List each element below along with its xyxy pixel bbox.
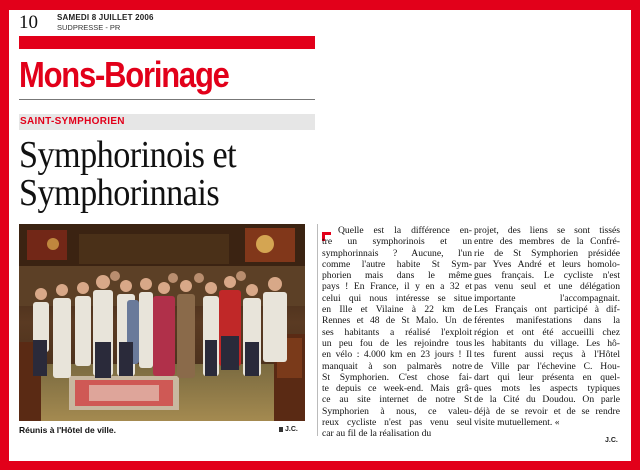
- article-text-line: projet, des liens se sont tissés: [474, 225, 620, 236]
- photo-credit-text: J.C.: [285, 426, 298, 433]
- article-text-line: St Symphorien. C'est chose fai-: [322, 371, 472, 383]
- group-photo-illustration: [19, 224, 305, 421]
- article-text-line: tre un symphorinois et un: [322, 236, 472, 248]
- publication-source: SUDPRESSE - PR: [57, 23, 121, 32]
- article-text-line: Les Français ont participé à dif-: [474, 304, 620, 316]
- article-credit: J.C.: [605, 437, 618, 444]
- article-kicker: SAINT-SYMPHORIEN: [20, 116, 125, 127]
- headline-line-2: Symphorinnais: [19, 172, 220, 214]
- article-text-line: ce au site internet de notre St: [322, 394, 472, 406]
- article-text-line: de la Cité du Doudou. On parle: [474, 394, 620, 406]
- article-text-line: celui qui nous intéresse se situe: [322, 292, 472, 304]
- article-text-line: comme l'autre habite St Sym-: [322, 258, 472, 270]
- article-text-line: les habitants du village. Les hô-: [474, 337, 620, 349]
- article-text-line: Symphorien à nous, ce valeu-: [322, 405, 472, 417]
- headline-line-1: Symphorinois et: [19, 134, 237, 176]
- article-text-line: visite mutuellement. «: [474, 417, 560, 429]
- article-text-line: symphorinnais ? Aucune, l'un: [322, 247, 472, 259]
- photo-credit: [279, 426, 298, 433]
- article-text-line: importante l'accompagnait.: [474, 292, 620, 304]
- section-divider: [19, 99, 315, 100]
- article-text-line: rie de St Symphorien présidée: [474, 247, 620, 259]
- credit-square-icon: [279, 427, 283, 432]
- publication-date: SAMEDI 8 JUILLET 2006: [57, 13, 154, 22]
- article-text-line: car au fil de la réalisation du: [322, 428, 432, 440]
- article-text-line: ques mots les aspects typiques: [474, 383, 620, 395]
- article-text-line: manquait à son palmarès notre: [322, 360, 472, 372]
- article-text-line: par Yves André et leurs homolo-: [474, 258, 620, 270]
- article-text-line: phorien mais dans le même: [322, 270, 472, 282]
- article-text-line: ses habitants a réalisé l'exploit: [322, 326, 472, 338]
- article-headline: [19, 136, 236, 212]
- article-text-line: région et ont été accueilli chez: [474, 326, 620, 338]
- article-text-line: en vélo : 4.000 km en 23 jours ! Il: [322, 349, 472, 361]
- article-text-line: en Ille et Vilaine à 22 km de: [322, 304, 472, 316]
- article-text-line: de Ville par l'échevine C. Hou-: [474, 360, 620, 372]
- header-red-bar: [19, 36, 315, 49]
- article-text-line: entre des membres de la Confré-: [474, 236, 620, 248]
- article-text-line: dart qui leur présenta en quel-: [474, 371, 620, 383]
- article-text-line: pas venu seul et une délégation: [474, 281, 620, 293]
- article-text-line: Rennes et 48 de St Malo. Un de: [322, 315, 472, 327]
- column-divider: [317, 224, 318, 436]
- article-text-line: férentes manifestations dans la: [474, 315, 620, 327]
- article-text-line: reux cycliste n'est pas venu seul: [322, 417, 472, 429]
- page-number: 10: [19, 12, 38, 33]
- article-text-line: te depuis ce week-end. Mais grâ-: [322, 383, 472, 395]
- photo-caption: Réunis à l'Hôtel de ville.: [19, 425, 116, 435]
- article-text-line: tes furent aussi reçus à l'Hôtel: [474, 349, 620, 361]
- section-title: Mons-Borinage: [19, 54, 229, 95]
- article-text-line: un peu fou de les rejoindre tous: [322, 337, 472, 349]
- article-photo: [19, 224, 305, 421]
- article-text-line: pays ! En France, il y en a 32 et: [322, 281, 472, 293]
- article-text-line: Quelle est la différence en-: [338, 225, 472, 236]
- article-text-line: gues français. Le cycliste n'est: [474, 270, 620, 282]
- article-column-2: [474, 225, 624, 428]
- article-text-line: déjà de se revoir et de se rendre: [474, 405, 620, 417]
- article-column-1: [322, 225, 480, 440]
